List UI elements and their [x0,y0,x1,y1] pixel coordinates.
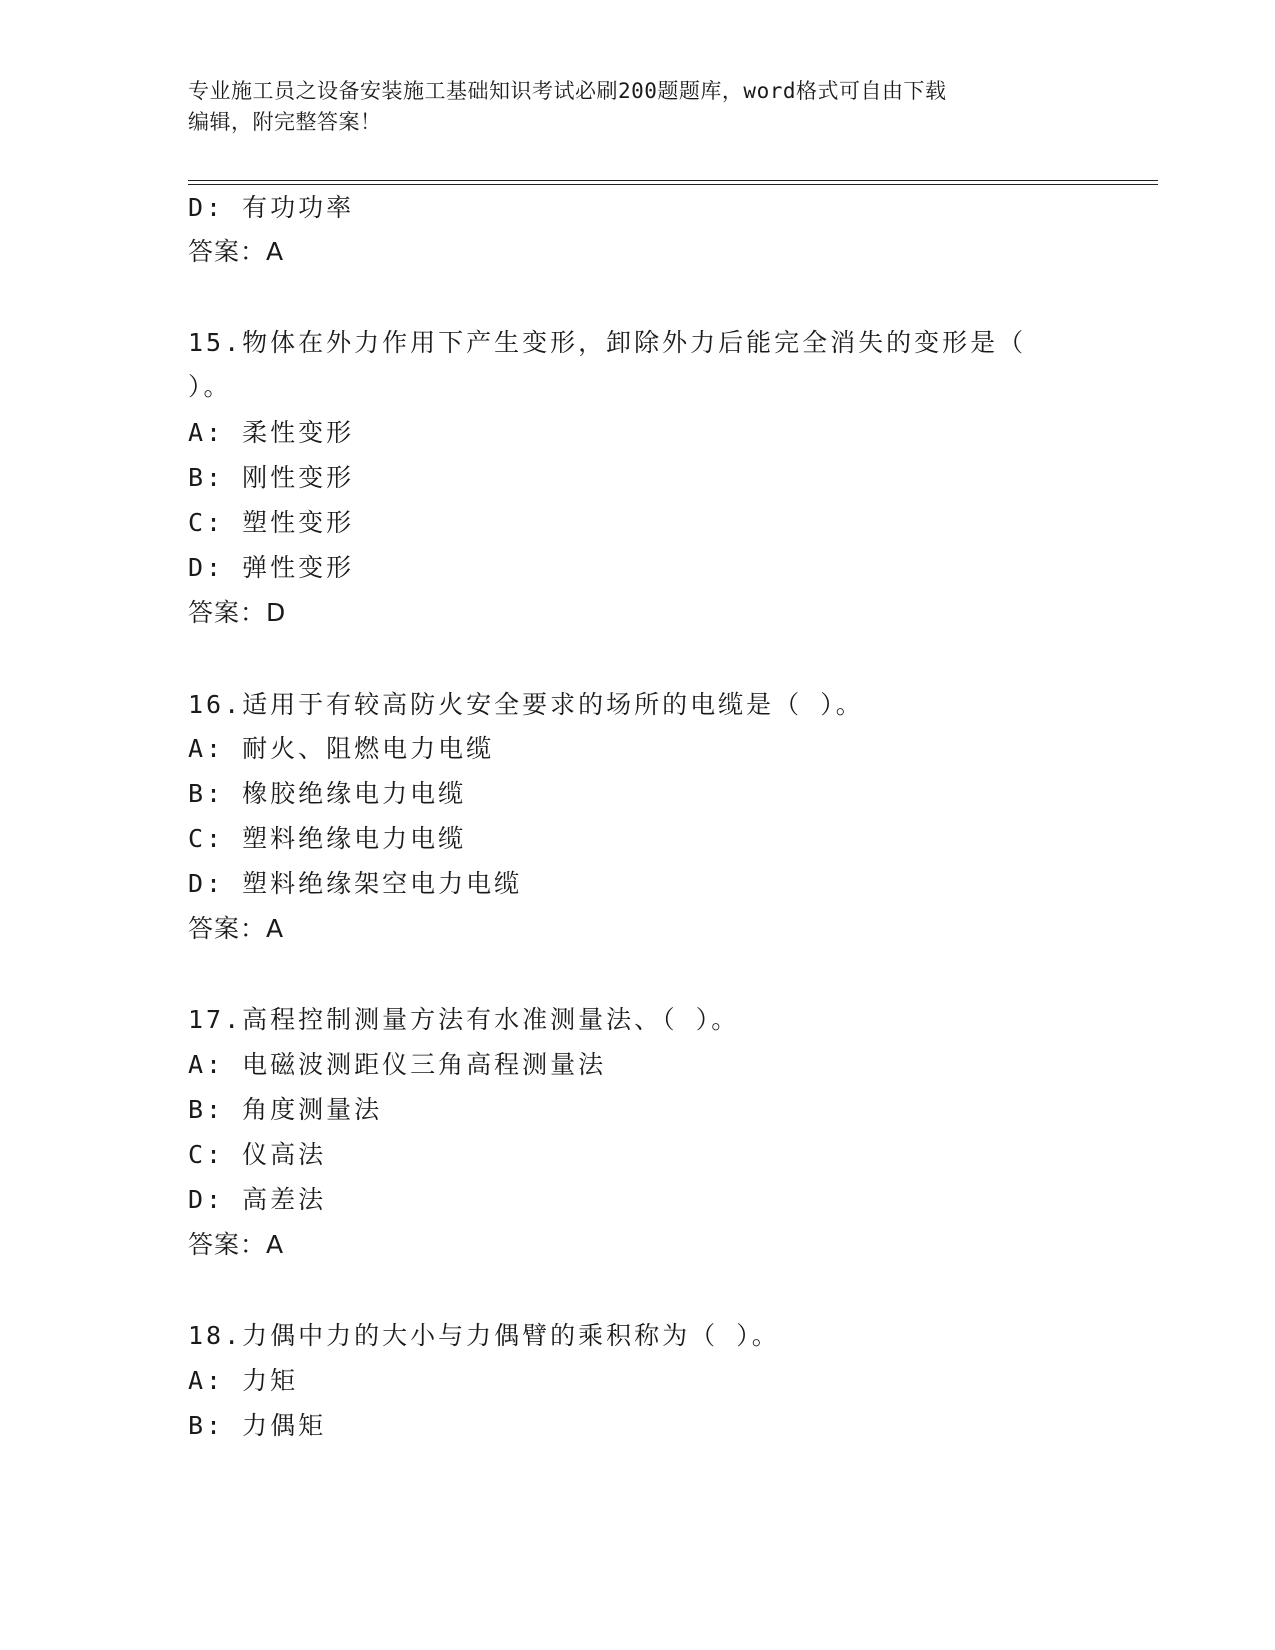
q14-answer: 答案：A [188,237,285,266]
q16-stem: 16.适用于有较高防火安全要求的场所的电缆是（ ）。 [188,690,864,719]
header-divider-bottom [188,184,1158,185]
q15-option-d: D: 弹性变形 [188,553,355,582]
header-line-2: 编辑，附完整答案！ [188,110,382,134]
q15-option-a: A: 柔性变形 [188,418,355,447]
q17-stem: 17.高程控制测量方法有水准测量法、（ ）。 [188,1005,740,1034]
q16-option-d: D: 塑料绝缘架空电力电缆 [188,869,523,898]
q18-option-a: A: 力矩 [188,1366,299,1395]
document-header [188,76,1088,138]
q17-option-d: D: 高差法 [188,1185,327,1214]
header-line-1: 专业施工员之设备安装施工基础知识考试必刷200题题库，word格式可自由下载 [188,79,947,103]
header-divider-top [188,180,1158,181]
q16-option-b: B: 橡胶绝缘电力电缆 [188,779,467,808]
q18-option-b: B: 力偶矩 [188,1411,327,1440]
q16-option-c: C: 塑料绝缘电力电缆 [188,824,467,853]
q17-option-c: C: 仪高法 [188,1140,327,1169]
q17-option-b: B: 角度测量法 [188,1095,383,1124]
q16-answer: 答案：A [188,914,285,943]
q15-answer: 答案：D [188,598,287,627]
q14-option-d: D: 有功功率 [188,193,355,222]
q15-option-b: B: 刚性变形 [188,463,355,492]
q18-stem: 18.力偶中力的大小与力偶臂的乘积称为（ ）。 [188,1321,780,1350]
q17-option-a: A: 电磁波测距仪三角高程测量法 [188,1050,607,1079]
q15-stem-line-2: ）。 [188,372,232,401]
q17-answer: 答案：A [188,1230,285,1259]
q15-option-c: C: 塑性变形 [188,508,355,537]
q16-option-a: A: 耐火、阻燃电力电缆 [188,734,495,763]
q15-stem-line-1: 15.物体在外力作用下产生变形，卸除外力后能完全消失的变形是（ [188,328,1027,357]
